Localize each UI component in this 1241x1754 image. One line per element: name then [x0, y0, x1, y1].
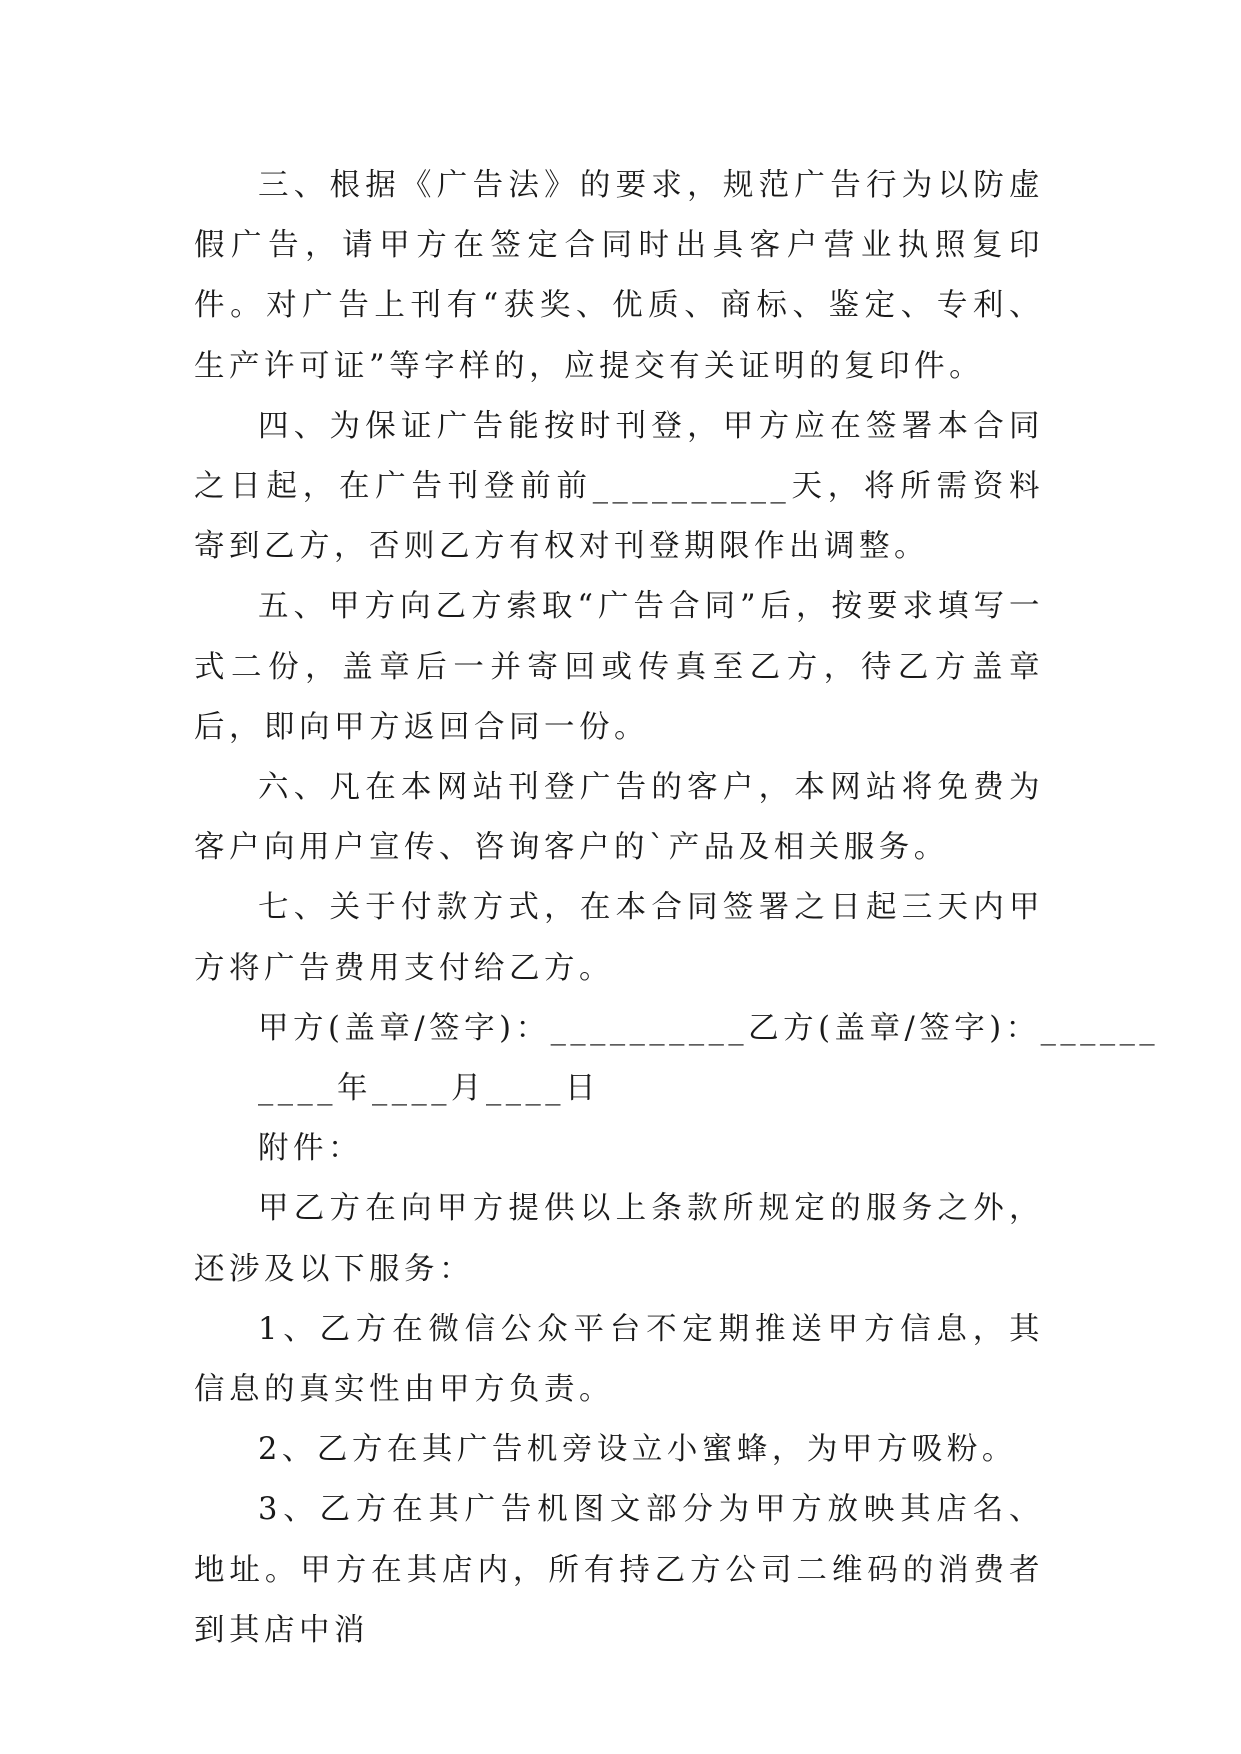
clause-5: 五、甲方向乙方索取“广告合同”后，按要求填写一式二份，盖章后一并寄回或传真至乙方，待乙方盖章后，即向甲方返回合同一份。: [194, 589, 1044, 745]
clause-6: 六、凡在本网站刊登广告的客户，本网站将免费为客户向用户宣传、咨询客户的`产品及相关服务。: [194, 770, 1044, 866]
document-body: [194, 156, 1160, 1661]
clause-3: 三、根据《广告法》的要求，规范广告行为以防虚假广告，请甲方在签定合同时出具客户营业执照复印件。对广告上刊有“获奖、优质、商标、鉴定、专利、生产许可证”等字样的，应提交有关证明的复印件。: [194, 168, 1044, 384]
attachment-label: 附件：: [258, 1131, 363, 1167]
clause-4: 四、为保证广告能按时刊登，甲方应在签署本合同之日起，在广告刊登前前__________天，将所需资料寄到乙方，否则乙方有权对刊登期限作出调整。: [194, 408, 1044, 565]
attachment-item-1: 1、乙方在微信公众平台不定期推送甲方信息，其信息的真实性由甲方负责。: [194, 1311, 1044, 1408]
attachment-item-2: 2、乙方在其广告机旁设立小蜜蜂，为甲方吸粉。: [258, 1432, 1017, 1468]
date-line: ____年____月____日: [258, 1071, 600, 1107]
clause-7: 七、关于付款方式，在本合同签署之日起三天内甲方将广告费用支付给乙方。: [194, 890, 1044, 986]
signature-line: 甲方(盖章/签字)：__________乙方(盖章/签字)：______: [258, 1010, 1160, 1046]
attachment-item-3: 3、乙方在其广告机图文部分为甲方放映其店名、地址。甲方在其店内，所有持乙方公司二维码的消费者到其店中消: [194, 1492, 1044, 1648]
attachment-intro: 甲乙方在向甲方提供以上条款所规定的服务之外，还涉及以下服务：: [194, 1191, 1044, 1287]
